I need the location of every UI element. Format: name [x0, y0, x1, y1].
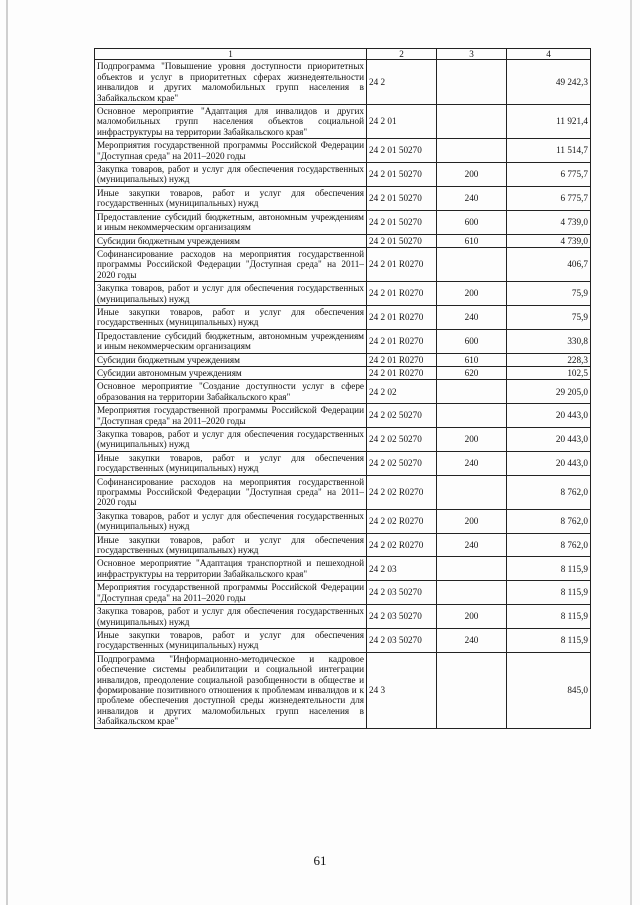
- row-code: 24 2 01 50270: [367, 139, 437, 163]
- table-row: [95, 475, 591, 509]
- table-row: [95, 305, 591, 329]
- row-amount: 20 443,0: [507, 428, 591, 452]
- table-row: [95, 509, 591, 533]
- row-expense-type: 200: [437, 605, 507, 629]
- row-code: 24 2 01 R0270: [367, 282, 437, 306]
- row-expense-type: 200: [437, 428, 507, 452]
- row-expense-type: 620: [437, 366, 507, 379]
- row-code: 24 2 03: [367, 557, 437, 581]
- row-code: 24 2 02 R0270: [367, 509, 437, 533]
- row-name: Субсидии автономным учреждениям: [95, 366, 367, 379]
- table-row: [95, 581, 591, 605]
- row-expense-type: 600: [437, 329, 507, 353]
- row-expense-type: 240: [437, 533, 507, 557]
- row-name: Иные закупки товаров, работ и услуг для обеспечения государственных (муниципальных) нужд: [95, 451, 367, 475]
- row-name: Мероприятия государственной программы Российской Федерации "Доступная среда" на 2011–2020 годы: [95, 581, 367, 605]
- table-row: [95, 428, 591, 452]
- scan-edge-right: [630, 0, 632, 905]
- row-code: 24 2 02 R0270: [367, 533, 437, 557]
- row-amount: 8 115,9: [507, 581, 591, 605]
- row-amount: 406,7: [507, 247, 591, 281]
- row-amount: 228,3: [507, 353, 591, 366]
- row-expense-type: 240: [437, 451, 507, 475]
- row-expense-type: [437, 139, 507, 163]
- row-expense-type: 200: [437, 282, 507, 306]
- row-expense-type: [437, 380, 507, 404]
- header-col-2: 2: [367, 49, 437, 60]
- row-code: 24 2: [367, 60, 437, 105]
- table-row: [95, 210, 591, 234]
- row-name: Закупка товаров, работ и услуг для обеспечения государственных (муниципальных) нужд: [95, 509, 367, 533]
- row-code: 24 2 01 R0270: [367, 366, 437, 379]
- row-name: Основное мероприятие "Адаптация для инвалидов и других маломобильных групп населения объектов социальной инфраструктуры на территории Забайкальского края": [95, 105, 367, 139]
- row-amount: 75,9: [507, 305, 591, 329]
- row-amount: 4 739,0: [507, 234, 591, 247]
- row-expense-type: 240: [437, 305, 507, 329]
- table-row: [95, 234, 591, 247]
- table-row: [95, 139, 591, 163]
- row-name: Мероприятия государственной программы Российской Федерации "Доступная среда" на 2011–2020 годы: [95, 404, 367, 428]
- row-name: Предоставление субсидий бюджетным, автономным учреждениям и иным некоммерческим организациям: [95, 329, 367, 353]
- row-amount: 11 921,4: [507, 105, 591, 139]
- table-row: [95, 366, 591, 379]
- header-col-1: 1: [95, 49, 367, 60]
- row-code: 24 2 01 R0270: [367, 305, 437, 329]
- table-row: [95, 652, 591, 728]
- row-expense-type: 610: [437, 353, 507, 366]
- row-amount: 75,9: [507, 282, 591, 306]
- row-code: 24 2 01 50270: [367, 210, 437, 234]
- row-name: Иные закупки товаров, работ и услуг для обеспечения государственных (муниципальных) нужд: [95, 305, 367, 329]
- row-code: 24 2 01 50270: [367, 163, 437, 187]
- row-code: 24 2 03 50270: [367, 581, 437, 605]
- row-name: Закупка товаров, работ и услуг для обеспечения государственных (муниципальных) нужд: [95, 282, 367, 306]
- row-expense-type: [437, 557, 507, 581]
- row-code: 24 2 03 50270: [367, 628, 437, 652]
- row-code: 24 2 01 50270: [367, 186, 437, 210]
- row-code: 24 2 02 50270: [367, 404, 437, 428]
- page-number: 61: [313, 853, 327, 868]
- row-expense-type: 240: [437, 628, 507, 652]
- row-name: Основное мероприятие "Адаптация транспортной и пешеходной инфраструктуры на территории Забайкальского края": [95, 557, 367, 581]
- row-expense-type: [437, 247, 507, 281]
- row-name: Подпрограмма "Повышение уровня доступности приоритетных объектов и услуг в приоритетных сферах жизнедеятельности инвалидов и других маломобильных групп населения в Забайкальском крае": [95, 60, 367, 105]
- row-expense-type: 610: [437, 234, 507, 247]
- row-name: Предоставление субсидий бюджетным, автономным учреждениям и иным некоммерческим организациям: [95, 210, 367, 234]
- table-row: [95, 380, 591, 404]
- table-row: [95, 282, 591, 306]
- table-row: [95, 353, 591, 366]
- row-amount: 6 775,7: [507, 163, 591, 187]
- row-amount: 20 443,0: [507, 404, 591, 428]
- table-row: [95, 628, 591, 652]
- row-name: Субсидии бюджетным учреждениям: [95, 234, 367, 247]
- table-row: [95, 404, 591, 428]
- row-name: Закупка товаров, работ и услуг для обеспечения государственных (муниципальных) нужд: [95, 605, 367, 629]
- table-row: [95, 247, 591, 281]
- scan-edge-left: [6, 0, 8, 905]
- row-amount: 11 514,7: [507, 139, 591, 163]
- row-expense-type: 600: [437, 210, 507, 234]
- table-row: [95, 557, 591, 581]
- row-name: Подпрограмма "Информационно-методическое и кадровое обеспечение системы реабилитации и социальной интеграции инвалидов, преодоление социальной разобщенности в обществе и формирование позитивного отношения к проблемам инвалидов и к проблеме обеспечения доступной среды жизнедеятельности для инвалидов и других маломобильных групп населения в Забайкальском крае": [95, 652, 367, 728]
- row-name: Закупка товаров, работ и услуг для обеспечения государственных (муниципальных) нужд: [95, 428, 367, 452]
- row-amount: 4 739,0: [507, 210, 591, 234]
- row-amount: 8 115,9: [507, 557, 591, 581]
- table-row: [95, 605, 591, 629]
- row-name: Софинансирование расходов на мероприятия государственной программы Российской Федерации "Доступная среда" на 2011–2020 годы: [95, 247, 367, 281]
- row-amount: 8 762,0: [507, 533, 591, 557]
- row-expense-type: [437, 652, 507, 728]
- row-code: 24 2 01 R0270: [367, 247, 437, 281]
- row-code: 24 2 03 50270: [367, 605, 437, 629]
- row-expense-type: [437, 581, 507, 605]
- row-amount: 6 775,7: [507, 186, 591, 210]
- row-code: 24 2 01 R0270: [367, 353, 437, 366]
- table-row: [95, 451, 591, 475]
- row-amount: 8 762,0: [507, 509, 591, 533]
- table-row: [95, 186, 591, 210]
- row-expense-type: [437, 105, 507, 139]
- row-amount: 29 205,0: [507, 380, 591, 404]
- row-code: 24 2 02: [367, 380, 437, 404]
- row-code: 24 2 01 R0270: [367, 329, 437, 353]
- budget-table: [94, 48, 591, 729]
- row-expense-type: [437, 404, 507, 428]
- table-header-row: [95, 49, 591, 60]
- table-row: [95, 60, 591, 105]
- row-code: 24 2 01 50270: [367, 234, 437, 247]
- row-name: Софинансирование расходов на мероприятия государственной программы Российской Федерации "Доступная среда" на 2011–2020 годы: [95, 475, 367, 509]
- row-expense-type: 200: [437, 163, 507, 187]
- header-col-3: 3: [437, 49, 507, 60]
- row-code: 24 2 01: [367, 105, 437, 139]
- row-code: 24 3: [367, 652, 437, 728]
- table-row: [95, 105, 591, 139]
- row-amount: 102,5: [507, 366, 591, 379]
- row-expense-type: 200: [437, 509, 507, 533]
- row-expense-type: 240: [437, 186, 507, 210]
- row-name: Мероприятия государственной программы Российской Федерации "Доступная среда" на 2011–2020 годы: [95, 139, 367, 163]
- row-name: Закупка товаров, работ и услуг для обеспечения государственных (муниципальных) нужд: [95, 163, 367, 187]
- row-name: Основное мероприятие "Создание доступности услуг в сфере образования на территории Забайкальского края": [95, 380, 367, 404]
- row-name: Субсидии бюджетным учреждениям: [95, 353, 367, 366]
- table-row: [95, 329, 591, 353]
- header-col-4: 4: [507, 49, 591, 60]
- row-amount: 8 115,9: [507, 605, 591, 629]
- row-expense-type: [437, 475, 507, 509]
- row-name: Иные закупки товаров, работ и услуг для обеспечения государственных (муниципальных) нужд: [95, 186, 367, 210]
- row-name: Иные закупки товаров, работ и услуг для обеспечения государственных (муниципальных) нужд: [95, 533, 367, 557]
- table-row: [95, 163, 591, 187]
- row-code: 24 2 02 50270: [367, 451, 437, 475]
- row-amount: 8 762,0: [507, 475, 591, 509]
- row-amount: 8 115,9: [507, 628, 591, 652]
- row-code: 24 2 02 50270: [367, 428, 437, 452]
- row-amount: 330,8: [507, 329, 591, 353]
- row-amount: 845,0: [507, 652, 591, 728]
- row-code: 24 2 02 R0270: [367, 475, 437, 509]
- row-amount: 20 443,0: [507, 451, 591, 475]
- row-amount: 49 242,3: [507, 60, 591, 105]
- row-expense-type: [437, 60, 507, 105]
- row-name: Иные закупки товаров, работ и услуг для обеспечения государственных (муниципальных) нужд: [95, 628, 367, 652]
- table-row: [95, 533, 591, 557]
